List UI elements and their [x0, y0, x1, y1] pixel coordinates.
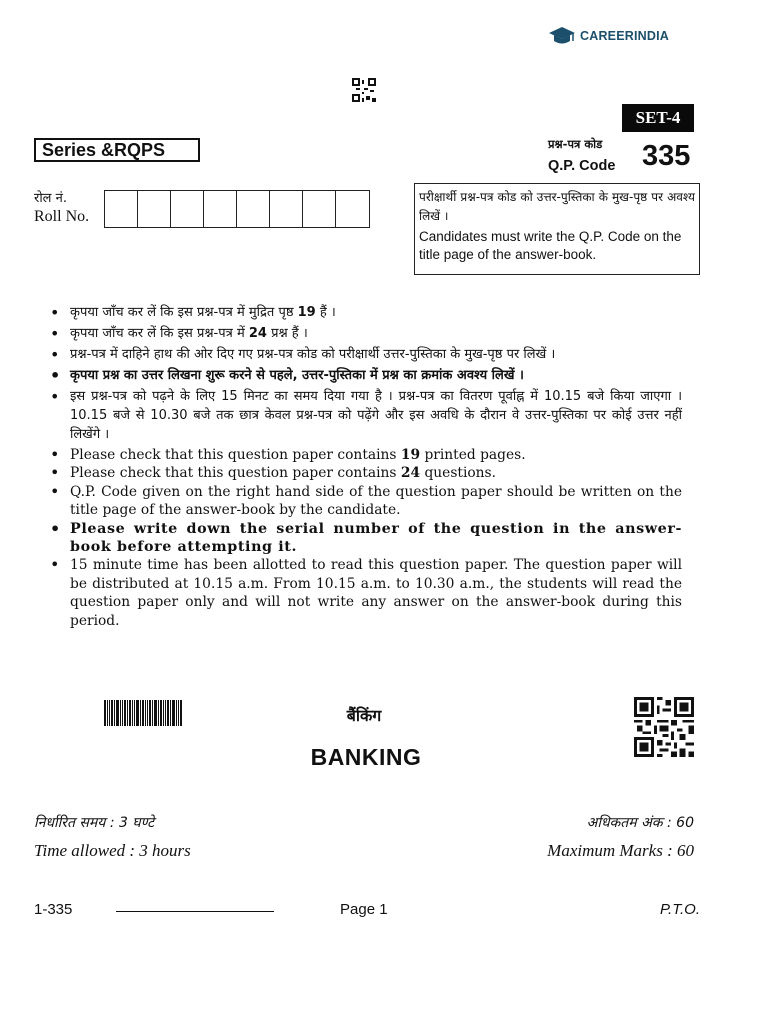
- instruction-hindi-2: • कृपया जाँच कर लें कि इस प्रश्न-पत्र में 24 प्रश्न हैं ।: [48, 324, 682, 343]
- instruction-english-2: • Please check that this question paper contains 24 questions.: [48, 464, 682, 482]
- qp-code-number: 335: [642, 140, 691, 172]
- time-allowed-hindi: निर्धारित समय : 3 घण्टे: [34, 815, 155, 831]
- logo-text: CAREERINDIA: [580, 29, 670, 43]
- time-allowed: Time allowed : 3 hours: [34, 841, 191, 860]
- roll-number-cell[interactable]: [171, 191, 204, 227]
- series-label: Series &RQPS: [34, 138, 200, 162]
- footer-pto: P.T.O.: [659, 901, 700, 918]
- roll-label-hindi: रोल नं.: [34, 191, 67, 206]
- instruction-english-3: • Q.P. Code given on the right hand side of the question paper should be written on the title page of the answer-book by the candidate.: [48, 483, 682, 520]
- footer-paper-code: 1-335: [34, 901, 73, 918]
- maximum-marks: Maximum Marks : 60: [547, 841, 694, 860]
- instruction-hindi-4: • कृपया प्रश्न का उत्तर लिखना शुरू करने से पहले, उत्तर-पुस्तिका में प्रश्न का क्रमांक अवश्य लिखें ।: [48, 366, 682, 385]
- qp-code-label: Q.P. Code: [548, 158, 616, 174]
- graduation-cap-icon: [548, 24, 576, 48]
- roll-number-boxes[interactable]: [104, 190, 370, 228]
- instruction-english-1: • Please check that this question paper contains 19 printed pages.: [48, 446, 682, 464]
- roll-label: Roll No.: [34, 208, 90, 225]
- instructions-list: [48, 303, 682, 630]
- qr-code-small-icon: [352, 78, 376, 102]
- instruction-english-4: • Please write down the serial number of the question in the answer-book before attempting it.: [48, 520, 682, 557]
- qr-code-icon: [632, 697, 696, 757]
- note-english: Candidates must write the Q.P. Code on the title page of the answer-book.: [419, 229, 682, 262]
- subject-title-hindi: बैंकिंग: [346, 706, 382, 725]
- roll-number-cell[interactable]: [336, 191, 369, 227]
- instruction-hindi-1: • कृपया जाँच कर लें कि इस प्रश्न-पत्र में मुद्रित पृष्ठ 19 हैं ।: [48, 303, 682, 322]
- footer-rule: [116, 911, 274, 912]
- roll-number-cell[interactable]: [204, 191, 237, 227]
- qp-code-label-hindi: प्रश्न-पत्र कोड: [548, 137, 603, 151]
- qp-code-note-box: [414, 183, 700, 275]
- subject-title: BANKING: [310, 744, 422, 770]
- roll-number-cell[interactable]: [138, 191, 171, 227]
- footer-page-number: Page 1: [340, 901, 388, 918]
- instruction-english-5: • 15 minute time has been allotted to read this question paper. The question paper will be distributed at 10.15 a.m. From 10.15 a.m. to 10.30 a.m., the students will read the question paper only and will not write any answer on the answer-book during this period.: [48, 556, 682, 630]
- note-hindi: परीक्षार्थी प्रश्न-पत्र कोड को उत्तर-पुस्तिका के मुख-पृष्ठ पर अवश्य लिखें ।: [419, 190, 695, 223]
- set-badge: SET-4: [622, 104, 694, 132]
- careerindia-logo: [548, 22, 669, 50]
- instruction-hindi-5: • इस प्रश्न-पत्र को पढ़ने के लिए 15 मिनट का समय दिया गया है । प्रश्न-पत्र का वितरण पूर्वाह्न में 10.15 बजे किया जाएगा । 10.15 बजे से 10.30 बजे तक छात्र केवल प्रश्न-पत्र को पढ़ेंगे और इस अवधि के दौरान वे उत्तर-पुस्तिका पर कोई उत्तर नहीं लिखेंगे ।: [48, 387, 682, 444]
- roll-number-cell[interactable]: [303, 191, 336, 227]
- roll-number-cell[interactable]: [237, 191, 270, 227]
- maximum-marks-hindi: अधिकतम अंक : 60: [586, 815, 694, 831]
- instruction-hindi-3: • प्रश्न-पत्र में दाहिने हाथ की ओर दिए गए प्रश्न-पत्र कोड को परीक्षार्थी उत्तर-पुस्तिका के मुख-पृष्ठ पर लिखें ।: [48, 345, 682, 364]
- roll-number-cell[interactable]: [105, 191, 138, 227]
- roll-number-cell[interactable]: [270, 191, 303, 227]
